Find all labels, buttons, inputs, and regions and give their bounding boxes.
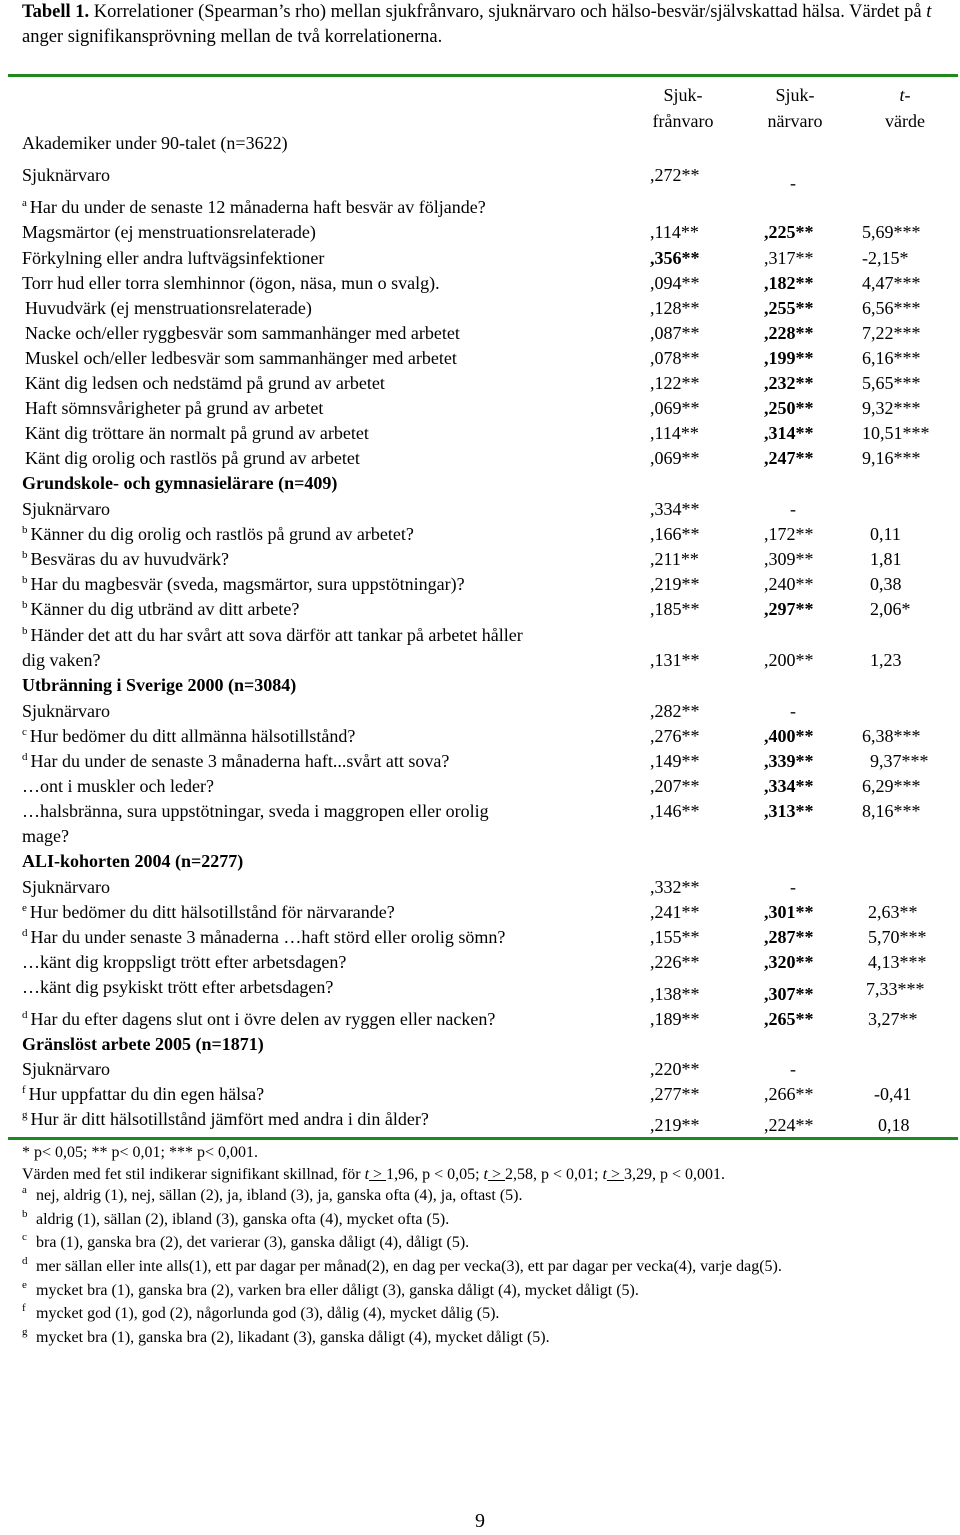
cell-t-varde: -2,15* — [862, 248, 909, 268]
caption-text-2: anger signifikansprövning mellan de två korrelationerna. — [22, 27, 443, 47]
row-label: Muskel och/eller ledbesvär som sammanhänger med arbetet — [25, 348, 457, 368]
cell-t-varde: 9,16*** — [862, 448, 921, 468]
cell-sjuknarvaro: ,287** — [764, 927, 814, 947]
cell-t-varde: 6,29*** — [862, 776, 921, 796]
row-label: Sjuknärvaro — [22, 877, 110, 897]
cell-sjuknarvaro: ,228** — [764, 323, 814, 343]
cell-sjukfranvaro: ,241** — [650, 902, 700, 922]
cell-sjuknarvaro: ,313** — [764, 801, 814, 821]
footnote-marker: d — [22, 927, 28, 939]
cell-sjuknarvaro: ,317** — [764, 248, 814, 268]
footnote-marker: a — [22, 197, 27, 209]
cell-t-varde: 3,27** — [868, 1009, 918, 1029]
row-label: Känt dig orolig och rastlös på grund av arbetet — [25, 448, 360, 468]
cell-sjuknarvaro: ,232** — [764, 373, 814, 393]
cell-sjukfranvaro: ,155** — [650, 927, 700, 947]
cell-sjuknarvaro: - — [790, 877, 796, 897]
cell-sjuknarvaro: ,224** — [764, 1115, 814, 1135]
cell-sjukfranvaro: ,087** — [650, 323, 700, 343]
footnote-marker: d — [22, 751, 28, 763]
row-label: Känt dig ledsen och nedstämd på grund av arbetet — [25, 373, 385, 393]
row-label: …känt dig kroppsligt trött efter arbetsdagen? — [22, 952, 347, 972]
cell-sjukfranvaro: ,226** — [650, 952, 700, 972]
cell-t-varde: 9,32*** — [862, 398, 921, 418]
cell-sjukfranvaro: ,114** — [650, 222, 699, 242]
footnote-marker: b — [22, 549, 28, 561]
row-label: $^b$ Händer det att du har svårt att sova därför att tankar på arbetet håller — [22, 625, 523, 645]
cell-sjukfranvaro: ,211** — [650, 549, 699, 569]
cell-sjukfranvaro: ,356** — [650, 248, 700, 268]
cell-t-varde: 1,23 — [870, 650, 902, 670]
row-label: $^b$ Känner du dig orolig och rastlös på grund av arbetet? — [22, 524, 414, 544]
footnote-f: $^f$ mycket god (1), god (2), någorlunda god (3), dålig (4), mycket dålig (5). — [22, 1302, 500, 1323]
footnotes — [22, 1142, 952, 1350]
row-label: Sjuknärvaro — [22, 165, 110, 185]
col-header-t-varde: t- värde — [885, 85, 925, 131]
cell-sjuknarvaro: ,297** — [764, 599, 814, 619]
cell-sjuknarvaro: ,301** — [764, 902, 814, 922]
cell-sjukfranvaro: ,277** — [650, 1084, 700, 1104]
cell-sjuknarvaro: ,265** — [764, 1009, 814, 1029]
cell-t-varde: 6,56*** — [862, 298, 921, 318]
cell-sjuknarvaro: ,247** — [764, 448, 814, 468]
footnote-c: $^c$ bra (1), ganska bra (2), det varierar (3), ganska dåligt (4), dåligt (5). — [22, 1231, 470, 1252]
row-label: …halsbränna, sura uppstötningar, sveda i maggropen eller orolig — [22, 801, 489, 821]
cell-sjuknarvaro: ,309** — [764, 549, 814, 569]
cell-sjuknarvaro: ,255** — [764, 298, 814, 318]
row-label: $^b$ Besväras du av huvudvärk? — [22, 549, 229, 569]
cell-t-varde: 5,70*** — [868, 927, 927, 947]
cell-sjuknarvaro: ,240** — [764, 574, 814, 594]
cell-t-varde: 6,16*** — [862, 348, 921, 368]
cell-t-varde: 4,47*** — [862, 273, 921, 293]
cell-t-varde: 4,13*** — [868, 952, 927, 972]
row-label: $^b$ Har du magbesvär (sveda, magsmärtor, sura uppstötningar)? — [22, 574, 465, 594]
col-header-sjuknarvaro: Sjuk- närvaro — [767, 85, 823, 131]
footnote-marker: b — [22, 625, 28, 637]
cell-t-varde: 6,38*** — [862, 726, 921, 746]
row-label: $^g$ Hur är ditt hälsotillstånd jämfört med andra i din ålder? — [22, 1109, 429, 1129]
row-label: Sjuknärvaro — [22, 499, 110, 519]
cell-sjuknarvaro: ,314** — [764, 423, 814, 443]
cell-sjuknarvaro: ,172** — [764, 524, 814, 544]
cell-t-varde: 1,81 — [870, 549, 902, 569]
cell-sjukfranvaro: ,219** — [650, 574, 700, 594]
row-label: …känt dig psykiskt trött efter arbetsdagen? — [22, 977, 334, 997]
section-heading: Utbränning i Sverige 2000 (n=3084) — [22, 675, 297, 695]
cell-sjukfranvaro: ,146** — [650, 801, 700, 821]
cell-sjukfranvaro: ,069** — [650, 398, 700, 418]
row-label: Sjuknärvaro — [22, 1059, 110, 1079]
cell-t-varde: 5,69*** — [862, 222, 921, 242]
cell-sjukfranvaro: ,272** — [650, 165, 700, 185]
cell-sjukfranvaro: ,131** — [650, 650, 700, 670]
footnote-marker: g — [22, 1109, 28, 1121]
cell-sjukfranvaro: ,069** — [650, 448, 700, 468]
footnote-d: $^d$ mer sällan eller inte alls(1), ett par dagar per månad(2), en dag per vecka(3), ett par dagar per vecka(4), varje dag(5). — [22, 1254, 782, 1275]
row-label: $^a$ Har du under de senaste 12 månaderna haft besvär av följande? — [22, 197, 486, 217]
cell-sjukfranvaro: ,219** — [650, 1115, 700, 1135]
row-label: Magsmärtor (ej menstruationsrelaterade) — [22, 222, 316, 242]
cell-sjukfranvaro: ,078** — [650, 348, 700, 368]
row-label: Akademiker under 90-talet (n=3622) — [22, 133, 288, 153]
cell-sjuknarvaro: ,266** — [764, 1084, 814, 1104]
cell-t-varde: 7,22*** — [862, 323, 921, 343]
cell-sjukfranvaro: ,334** — [650, 499, 700, 519]
footnote-marker: b — [22, 599, 28, 611]
footnote-e: $^e$ mycket bra (1), ganska bra (2), varken bra eller dåligt (3), ganska dåligt (4), mycket dåligt (5). — [22, 1278, 639, 1299]
cell-t-varde: 0,11 — [870, 524, 901, 544]
cell-sjukfranvaro: ,138** — [650, 984, 700, 1004]
cell-sjukfranvaro: ,282** — [650, 701, 700, 721]
cell-t-varde: 2,06* — [870, 599, 911, 619]
cell-sjuknarvaro: - — [790, 173, 796, 193]
row-label: Torr hud eller torra slemhinnor (ögon, näsa, mun o svalg). — [22, 273, 440, 293]
cell-sjukfranvaro: ,207** — [650, 776, 700, 796]
row-label: Haft sömnsvårigheter på grund av arbetet — [25, 398, 324, 418]
cell-t-varde: -0,41 — [874, 1084, 912, 1104]
row-label: Sjuknärvaro — [22, 701, 110, 721]
footnote-marker: b — [22, 524, 28, 536]
cell-t-varde: 10,51*** — [862, 423, 930, 443]
page-number: 9 — [475, 1510, 485, 1532]
row-label: $^f$ Hur uppfattar du din egen hälsa? — [22, 1084, 265, 1104]
cell-sjukfranvaro: ,276** — [650, 726, 700, 746]
cell-sjuknarvaro: - — [790, 1059, 796, 1079]
cell-sjukfranvaro: ,128** — [650, 298, 700, 318]
col-header-sjukfranvaro: Sjuk- frånvaro — [652, 85, 714, 131]
cell-sjuknarvaro: ,320** — [764, 952, 814, 972]
row-label: mage? — [22, 826, 69, 846]
caption-prefix: Tabell 1. — [22, 2, 90, 22]
row-label: $^e$ Hur bedömer du ditt hälsotillstånd för närvarande? — [22, 902, 395, 922]
section-heading: ALI-kohorten 2004 (n=2277) — [22, 851, 244, 871]
footnote-marker: e — [22, 902, 27, 914]
cell-sjuknarvaro: ,225** — [764, 222, 814, 242]
section-heading: Grundskole- och gymnasielärare (n=409) — [22, 473, 338, 493]
row-label: …ont i muskler och leder? — [22, 776, 214, 796]
row-label: dig vaken? — [22, 650, 101, 670]
cell-sjukfranvaro: ,220** — [650, 1059, 700, 1079]
cell-sjuknarvaro: ,199** — [764, 348, 814, 368]
caption-t: t — [926, 2, 932, 22]
cell-sjuknarvaro: ,182** — [764, 273, 814, 293]
cell-sjukfranvaro: ,185** — [650, 599, 700, 619]
footnote-marker: c — [22, 726, 27, 738]
row-label: $^c$ Hur bedömer du ditt allmänna hälsotillstånd? — [22, 726, 356, 746]
row-label: $^d$ Har du efter dagens slut ont i övre delen av ryggen eller nacken? — [22, 1009, 496, 1029]
row-label: Känt dig tröttare än normalt på grund av arbetet — [25, 423, 369, 443]
cell-sjukfranvaro: ,166** — [650, 524, 700, 544]
row-label: $^d$ Har du under de senaste 3 månaderna haft...svårt att sova? — [22, 751, 450, 771]
cell-sjukfranvaro: ,149** — [650, 751, 700, 771]
cell-t-varde: 0,18 — [878, 1115, 910, 1135]
cell-t-varde: 0,38 — [870, 574, 902, 594]
cell-sjuknarvaro: ,339** — [764, 751, 814, 771]
cell-t-varde: 7,33*** — [866, 979, 925, 999]
cell-sjuknarvaro: ,200** — [764, 650, 814, 670]
cell-sjukfranvaro: ,122** — [650, 373, 700, 393]
cell-t-varde: 8,16*** — [862, 801, 921, 821]
footnote-g: $^g$ mycket bra (1), ganska bra (2), likadant (3), ganska dåligt (4), mycket dåligt (5). — [22, 1325, 550, 1346]
cell-sjukfranvaro: ,332** — [650, 877, 700, 897]
footnote-marker: d — [22, 1009, 28, 1021]
cell-sjuknarvaro: ,334** — [764, 776, 814, 796]
footnote-significance: * p< 0,05; ** p< 0,01; *** p< 0,001. — [22, 1144, 258, 1161]
cell-t-varde: 2,63** — [868, 902, 918, 922]
caption-text: Korrelationer (Spearman’s rho) mellan sjukfrånvaro, sjuknärvaro och hälso-besvär/självskattad hälsa. Värdet på — [89, 2, 927, 22]
row-label: $^d$ Har du under senaste 3 månaderna …haft störd eller orolig sömn? — [22, 927, 506, 947]
footnote-bold-note: Värden med fet stil indikerar signifikant skillnad, för t > 1,96, p < 0,05; t > 2,58, p < 0,01; t > 3,29, p < 0,001. — [22, 1165, 725, 1183]
cell-t-varde: 9,37*** — [870, 751, 929, 771]
footnote-a: $^a$ nej, aldrig (1), nej, sällan (2), ja, ibland (3), ja, ganska ofta (4), ja, oftast (5). — [22, 1184, 523, 1205]
cell-sjuknarvaro: ,250** — [764, 398, 814, 418]
row-label: Huvudvärk (ej menstruationsrelaterade) — [25, 298, 312, 318]
cell-sjuknarvaro: - — [790, 701, 796, 721]
footnote-marker: f — [22, 1084, 26, 1096]
row-label: Nacke och/eller ryggbesvär som sammanhänger med arbetet — [25, 323, 460, 343]
table-bottom-rule — [8, 1137, 958, 1140]
row-label: Förkylning eller andra luftvägsinfektioner — [22, 248, 325, 268]
cell-sjukfranvaro: ,189** — [650, 1009, 700, 1029]
section-heading: Gränslöst arbete 2005 (n=1871) — [22, 1034, 264, 1054]
row-label: $^b$ Känner du dig utbränd av ditt arbete? — [22, 599, 300, 619]
cell-sjuknarvaro: ,400** — [764, 726, 814, 746]
cell-sjukfranvaro: ,094** — [650, 273, 700, 293]
footnote-marker: b — [22, 574, 28, 586]
cell-sjuknarvaro: ,307** — [764, 984, 814, 1004]
cell-t-varde: 5,65*** — [862, 373, 921, 393]
cell-sjuknarvaro: - — [790, 499, 796, 519]
footnote-b: $^b$ aldrig (1), sällan (2), ibland (3), ganska ofta (4), mycket ofta (5). — [22, 1207, 450, 1228]
cell-sjukfranvaro: ,114** — [650, 423, 699, 443]
